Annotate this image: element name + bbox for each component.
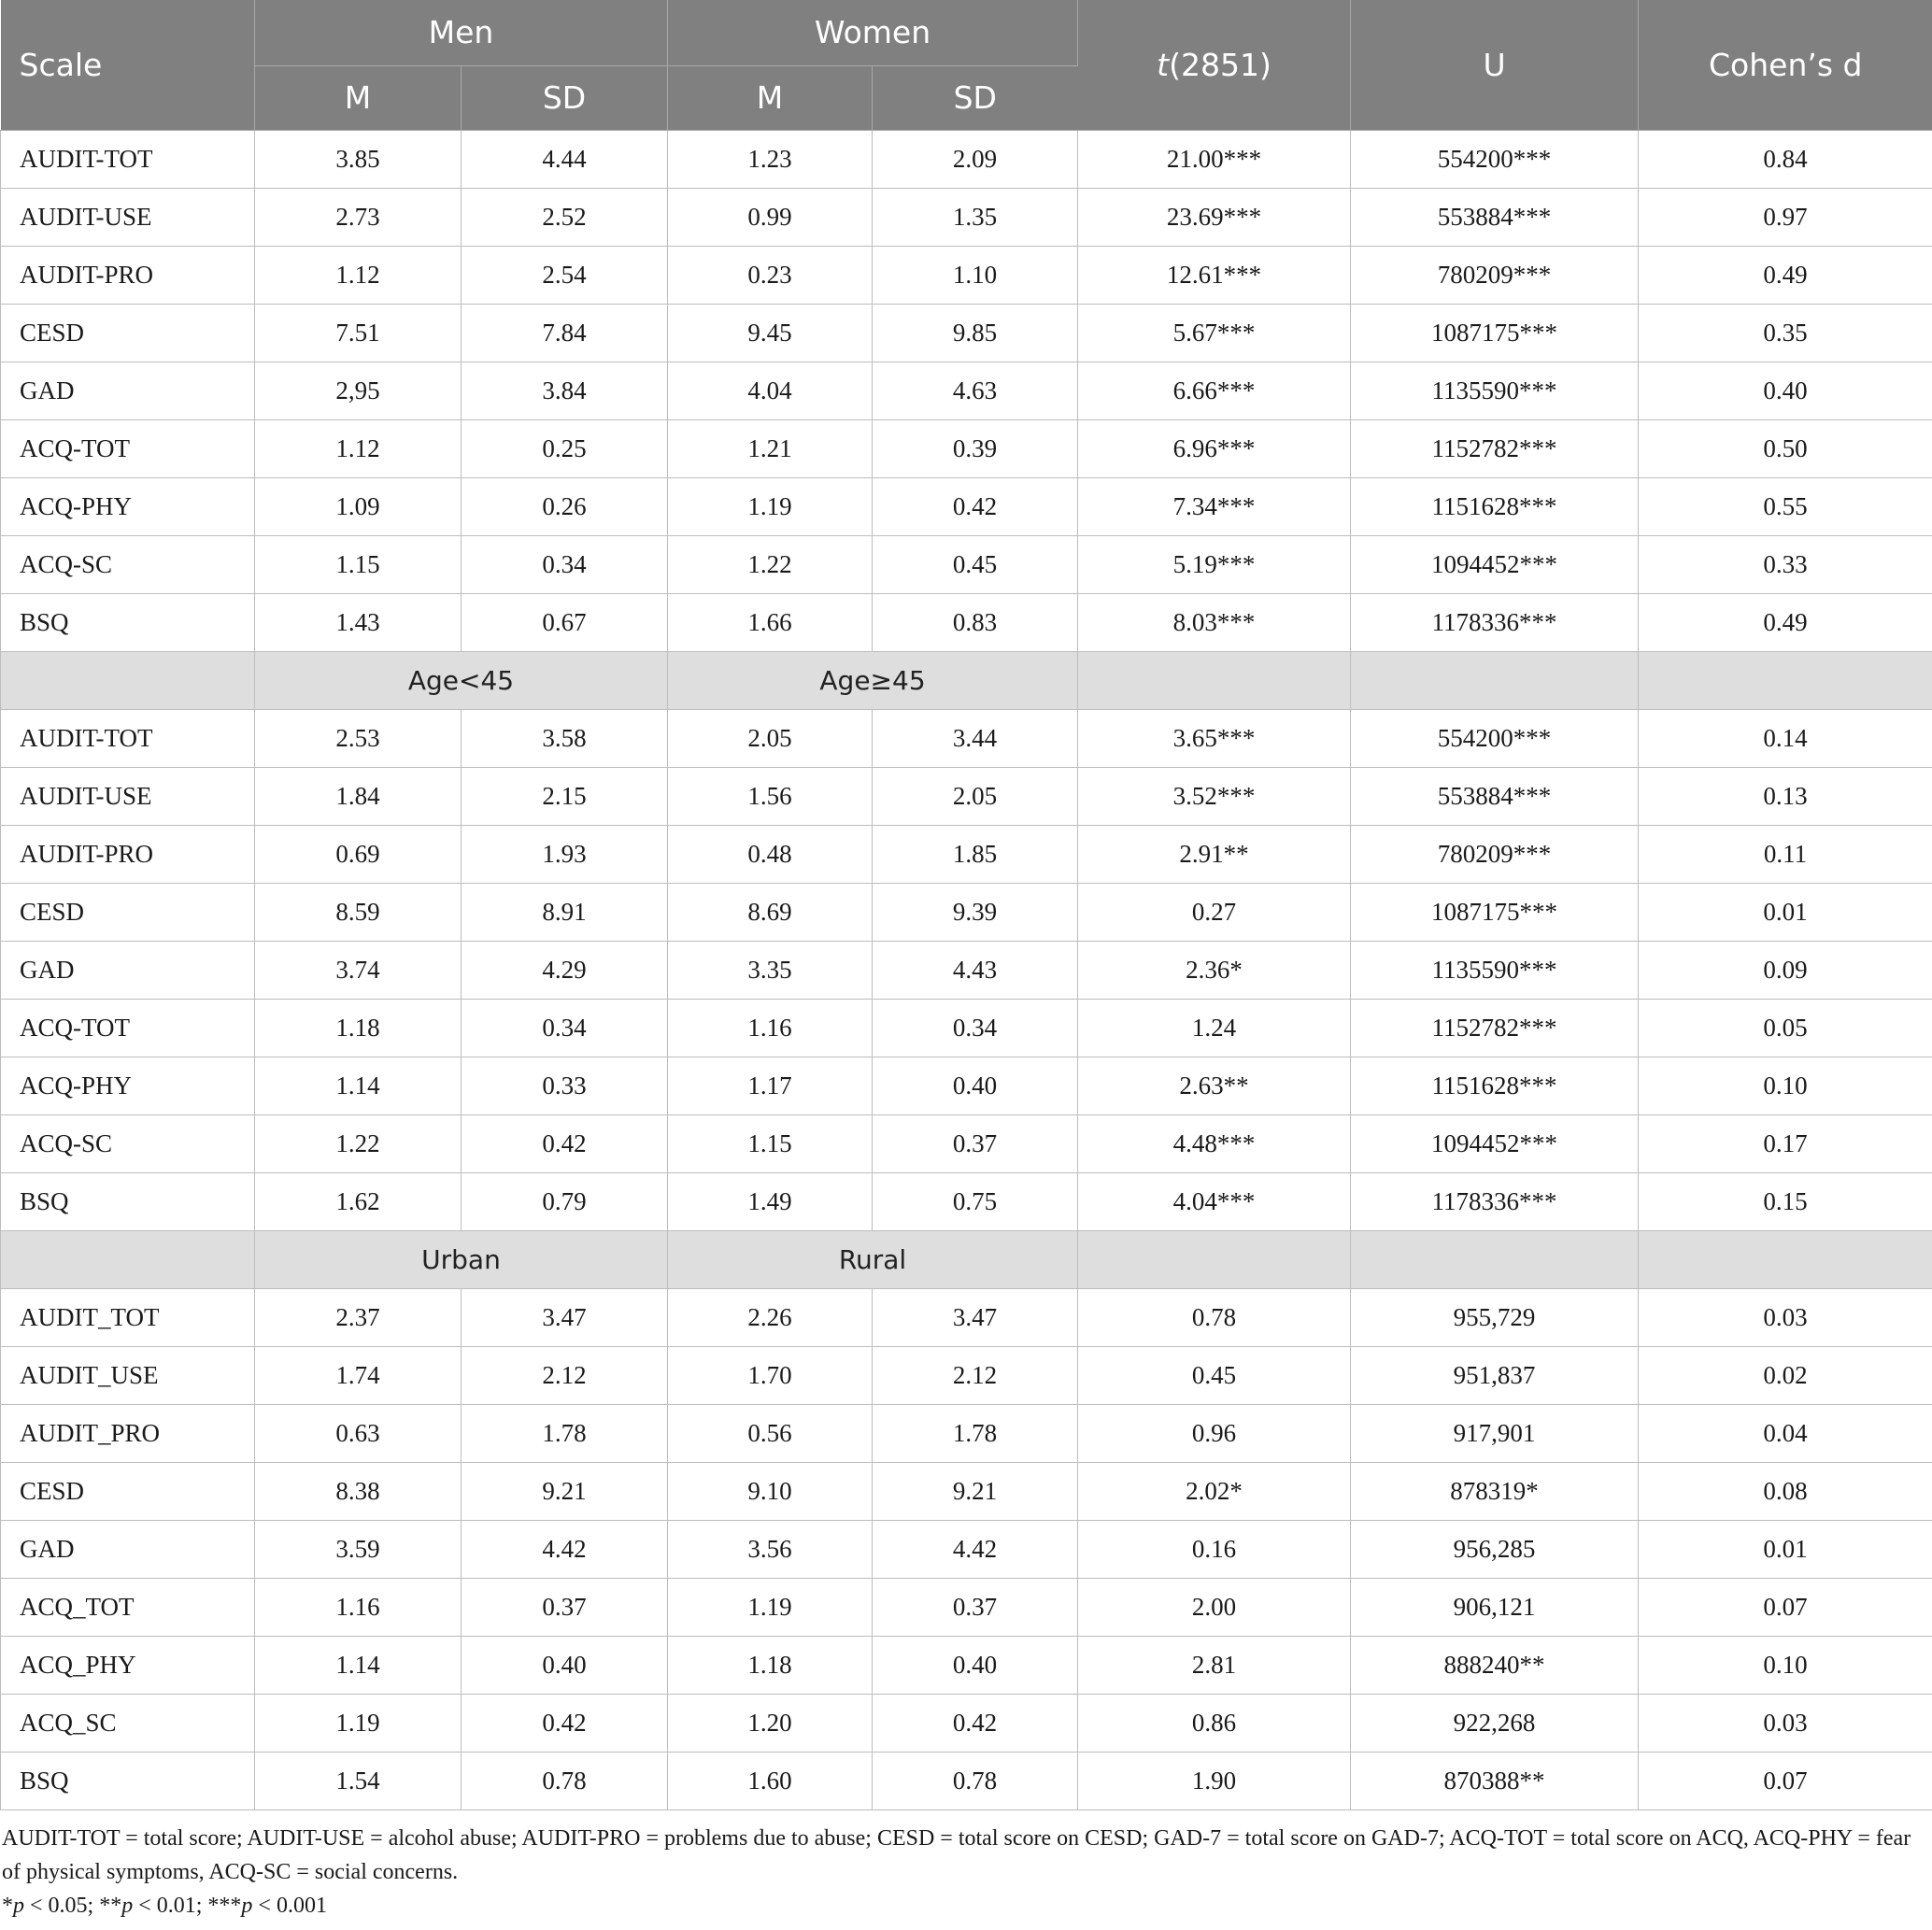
row-group1-sd: 8.91 [462, 883, 668, 941]
table-header [1, 0, 1932, 130]
header-scale: Scale [1, 0, 255, 130]
table-row [1, 1520, 1932, 1578]
row-group1-sd: 0.26 [462, 477, 668, 535]
row-group2-m: 1.19 [668, 477, 873, 535]
table-row [1, 1694, 1932, 1752]
row-cohens-d: 0.04 [1639, 1404, 1932, 1462]
row-t-value: 5.19*** [1078, 535, 1351, 593]
table-row [1, 767, 1932, 825]
header-women-sd: SD [873, 65, 1078, 130]
sig-val-3: < 0.001 [252, 1894, 327, 1918]
row-group1-m: 1.14 [255, 1636, 462, 1694]
row-cohens-d: 0.84 [1639, 130, 1932, 188]
row-group1-sd: 4.44 [462, 130, 668, 188]
row-scale: ACQ-TOT [1, 419, 255, 477]
sig-star-1: * [2, 1894, 13, 1918]
row-t-value: 0.45 [1078, 1346, 1351, 1404]
row-cohens-d: 0.01 [1639, 1520, 1932, 1578]
sig-star-3: *** [207, 1894, 242, 1918]
row-group2-m: 0.99 [668, 188, 873, 246]
row-group2-sd: 0.39 [873, 419, 1078, 477]
row-u-value: 888240** [1351, 1636, 1639, 1694]
row-scale: AUDIT_TOT [1, 1288, 255, 1346]
row-cohens-d: 0.17 [1639, 1114, 1932, 1172]
row-t-value: 5.67*** [1078, 304, 1351, 362]
table-row [1, 188, 1932, 246]
row-group1-sd: 2.12 [462, 1346, 668, 1404]
row-group2-m: 1.21 [668, 419, 873, 477]
row-u-value: 1151628*** [1351, 477, 1639, 535]
subheader-group1: Urban [255, 1230, 668, 1288]
row-cohens-d: 0.05 [1639, 999, 1932, 1057]
row-cohens-d: 0.14 [1639, 709, 1932, 767]
row-group1-m: 0.63 [255, 1404, 462, 1462]
row-cohens-d: 0.15 [1639, 1172, 1932, 1230]
row-scale: AUDIT-TOT [1, 130, 255, 188]
subheader-blank [1078, 651, 1351, 709]
row-scale: AUDIT_PRO [1, 1404, 255, 1462]
row-cohens-d: 0.55 [1639, 477, 1932, 535]
row-u-value: 1094452*** [1351, 1114, 1639, 1172]
row-scale: AUDIT-USE [1, 188, 255, 246]
subheader-blank [1078, 1230, 1351, 1288]
header-t-df: (2851) [1169, 46, 1271, 83]
row-scale: ACQ-TOT [1, 999, 255, 1057]
row-scale: AUDIT-USE [1, 767, 255, 825]
row-cohens-d: 0.49 [1639, 593, 1932, 651]
row-scale: ACQ_SC [1, 1694, 255, 1752]
row-group2-sd: 9.85 [873, 304, 1078, 362]
row-group1-sd: 7.84 [462, 304, 668, 362]
row-group1-sd: 1.93 [462, 825, 668, 883]
row-group1-m: 1.15 [255, 535, 462, 593]
row-group1-sd: 0.34 [462, 535, 668, 593]
row-cohens-d: 0.03 [1639, 1288, 1932, 1346]
table-row [1, 304, 1932, 362]
row-cohens-d: 0.10 [1639, 1057, 1932, 1114]
row-group1-m: 1.84 [255, 767, 462, 825]
row-u-value: 1178336*** [1351, 593, 1639, 651]
row-cohens-d: 0.10 [1639, 1636, 1932, 1694]
row-group1-sd: 2.52 [462, 188, 668, 246]
row-scale: GAD [1, 362, 255, 419]
subheader-blank [1351, 651, 1639, 709]
row-group1-m: 1.62 [255, 1172, 462, 1230]
table-row [1, 362, 1932, 419]
row-group2-m: 1.17 [668, 1057, 873, 1114]
row-cohens-d: 0.33 [1639, 535, 1932, 593]
row-group1-m: 1.09 [255, 477, 462, 535]
table-row [1, 1636, 1932, 1694]
row-group2-m: 3.35 [668, 941, 873, 999]
table-row [1, 709, 1932, 767]
row-group2-sd: 0.78 [873, 1752, 1078, 1809]
row-group2-sd: 0.37 [873, 1578, 1078, 1636]
row-u-value: 780209*** [1351, 825, 1639, 883]
row-group2-m: 9.45 [668, 304, 873, 362]
row-group1-m: 3.85 [255, 130, 462, 188]
row-group2-sd: 1.85 [873, 825, 1078, 883]
row-t-value: 0.78 [1078, 1288, 1351, 1346]
row-u-value: 554200*** [1351, 130, 1639, 188]
row-group2-m: 1.18 [668, 1636, 873, 1694]
row-group1-m: 1.22 [255, 1114, 462, 1172]
row-group1-sd: 3.47 [462, 1288, 668, 1346]
header-men: Men [255, 0, 668, 65]
row-u-value: 917,901 [1351, 1404, 1639, 1462]
row-cohens-d: 0.03 [1639, 1694, 1932, 1752]
row-group2-m: 1.56 [668, 767, 873, 825]
sig-star-2: ** [99, 1894, 122, 1918]
table-row [1, 535, 1932, 593]
row-group2-m: 1.49 [668, 1172, 873, 1230]
row-t-value: 21.00*** [1078, 130, 1351, 188]
row-scale: BSQ [1, 593, 255, 651]
row-cohens-d: 0.35 [1639, 304, 1932, 362]
row-group1-m: 1.14 [255, 1057, 462, 1114]
row-t-value: 8.03*** [1078, 593, 1351, 651]
row-cohens-d: 0.11 [1639, 825, 1932, 883]
row-cohens-d: 0.08 [1639, 1462, 1932, 1520]
header-u: U [1351, 0, 1639, 130]
subheader-blank [1, 651, 255, 709]
table-body [1, 130, 1932, 1809]
row-cohens-d: 0.13 [1639, 767, 1932, 825]
row-cohens-d: 0.97 [1639, 188, 1932, 246]
row-group1-sd: 0.37 [462, 1578, 668, 1636]
row-t-value: 2.91** [1078, 825, 1351, 883]
row-group1-m: 2.53 [255, 709, 462, 767]
row-scale: CESD [1, 304, 255, 362]
subheader-group1: Age<45 [255, 651, 668, 709]
row-u-value: 1135590*** [1351, 362, 1639, 419]
row-group1-m: 1.12 [255, 246, 462, 304]
header-men-m: M [255, 65, 462, 130]
row-scale: ACQ-SC [1, 1114, 255, 1172]
row-scale: CESD [1, 1462, 255, 1520]
row-scale: BSQ [1, 1752, 255, 1809]
table-row [1, 1057, 1932, 1114]
row-group2-sd: 9.39 [873, 883, 1078, 941]
row-group2-m: 0.56 [668, 1404, 873, 1462]
row-t-value: 4.48*** [1078, 1114, 1351, 1172]
row-group2-m: 2.05 [668, 709, 873, 767]
row-t-value: 0.16 [1078, 1520, 1351, 1578]
row-u-value: 951,837 [1351, 1346, 1639, 1404]
table-row [1, 130, 1932, 188]
row-group2-m: 1.70 [668, 1346, 873, 1404]
table-row [1, 419, 1932, 477]
row-group1-sd: 0.67 [462, 593, 668, 651]
table-row [1, 1346, 1932, 1404]
row-scale: AUDIT_USE [1, 1346, 255, 1404]
table-row [1, 825, 1932, 883]
row-group2-m: 1.66 [668, 593, 873, 651]
table-row [1, 999, 1932, 1057]
row-group1-m: 2.73 [255, 188, 462, 246]
row-group2-m: 9.10 [668, 1462, 873, 1520]
row-group2-sd: 1.35 [873, 188, 1078, 246]
row-t-value: 0.86 [1078, 1694, 1351, 1752]
row-group1-sd: 3.58 [462, 709, 668, 767]
row-group1-sd: 0.40 [462, 1636, 668, 1694]
table-notes [2, 1822, 1926, 1923]
abbreviations-note: AUDIT-TOT = total score; AUDIT-USE = alcohol abuse; AUDIT-PRO = problems due to abuse; CESD = total score on CESD; GAD-7 = total score on GAD-7; ACQ-TOT = total score on ACQ, ACQ-PHY = fear of physical symptoms, ACQ-SC = social concerns. [2, 1826, 1911, 1884]
row-scale: ACQ-PHY [1, 477, 255, 535]
row-u-value: 1087175*** [1351, 304, 1639, 362]
row-u-value: 1094452*** [1351, 535, 1639, 593]
row-u-value: 906,121 [1351, 1578, 1639, 1636]
table-row [1, 941, 1932, 999]
row-group1-sd: 4.42 [462, 1520, 668, 1578]
row-u-value: 922,268 [1351, 1694, 1639, 1752]
header-women-m: M [668, 65, 873, 130]
row-t-value: 2.36* [1078, 941, 1351, 999]
header-t-statistic [1078, 0, 1351, 130]
row-group2-m: 4.04 [668, 362, 873, 419]
row-t-value: 2.63** [1078, 1057, 1351, 1114]
subheader-blank [1639, 1230, 1932, 1288]
row-group1-sd: 0.79 [462, 1172, 668, 1230]
row-t-value: 2.00 [1078, 1578, 1351, 1636]
row-t-value: 12.61*** [1078, 246, 1351, 304]
row-group1-sd: 0.34 [462, 999, 668, 1057]
row-scale: CESD [1, 883, 255, 941]
row-scale: GAD [1, 1520, 255, 1578]
row-group2-sd: 2.05 [873, 767, 1078, 825]
row-u-value: 553884*** [1351, 188, 1639, 246]
row-group2-sd: 0.42 [873, 477, 1078, 535]
table-row [1, 593, 1932, 651]
row-group1-m: 7.51 [255, 304, 462, 362]
sig-p-2: p [121, 1894, 134, 1918]
row-u-value: 1178336*** [1351, 1172, 1639, 1230]
row-group2-sd: 0.34 [873, 999, 1078, 1057]
row-group2-sd: 0.42 [873, 1694, 1078, 1752]
row-group2-sd: 0.45 [873, 535, 1078, 593]
row-group2-m: 1.20 [668, 1694, 873, 1752]
row-t-value: 4.04*** [1078, 1172, 1351, 1230]
table-row [1, 246, 1932, 304]
table-row [1, 1288, 1932, 1346]
header-t-symbol: t [1157, 46, 1170, 83]
section-subheader [1, 1230, 1932, 1288]
row-group2-sd: 3.47 [873, 1288, 1078, 1346]
row-u-value: 1135590*** [1351, 941, 1639, 999]
row-t-value: 7.34*** [1078, 477, 1351, 535]
row-group2-m: 1.16 [668, 999, 873, 1057]
row-scale: ACQ-PHY [1, 1057, 255, 1114]
row-t-value: 2.02* [1078, 1462, 1351, 1520]
sig-val-1: < 0.05; [24, 1894, 100, 1918]
row-group2-m: 1.19 [668, 1578, 873, 1636]
row-t-value: 0.27 [1078, 883, 1351, 941]
row-group2-m: 0.23 [668, 246, 873, 304]
row-scale: ACQ_PHY [1, 1636, 255, 1694]
row-group1-sd: 0.78 [462, 1752, 668, 1809]
header-men-sd: SD [462, 65, 668, 130]
row-group1-m: 1.74 [255, 1346, 462, 1404]
row-group2-sd: 4.42 [873, 1520, 1078, 1578]
row-t-value: 3.65*** [1078, 709, 1351, 767]
row-t-value: 1.24 [1078, 999, 1351, 1057]
row-group2-sd: 0.40 [873, 1057, 1078, 1114]
row-group2-m: 1.15 [668, 1114, 873, 1172]
subheader-group2: Age≥45 [668, 651, 1078, 709]
row-u-value: 1152782*** [1351, 419, 1639, 477]
row-scale: ACQ_TOT [1, 1578, 255, 1636]
header-cohens-d: Cohen’s d [1639, 0, 1932, 130]
table-row [1, 1752, 1932, 1809]
row-group2-sd: 0.40 [873, 1636, 1078, 1694]
row-u-value: 878319* [1351, 1462, 1639, 1520]
row-group2-sd: 0.75 [873, 1172, 1078, 1230]
row-group1-sd: 0.42 [462, 1114, 668, 1172]
row-group2-m: 8.69 [668, 883, 873, 941]
subheader-group2: Rural [668, 1230, 1078, 1288]
row-group1-sd: 0.25 [462, 419, 668, 477]
significance-note [2, 1889, 1926, 1923]
section-subheader [1, 651, 1932, 709]
row-u-value: 1152782*** [1351, 999, 1639, 1057]
row-group1-sd: 2.54 [462, 246, 668, 304]
row-group1-sd: 9.21 [462, 1462, 668, 1520]
table-row [1, 1172, 1932, 1230]
table-row [1, 477, 1932, 535]
row-group1-m: 1.43 [255, 593, 462, 651]
row-group2-sd: 0.37 [873, 1114, 1078, 1172]
row-cohens-d: 0.02 [1639, 1346, 1932, 1404]
row-group1-m: 1.18 [255, 999, 462, 1057]
row-t-value: 23.69*** [1078, 188, 1351, 246]
table-row [1, 1404, 1932, 1462]
row-t-value: 2.81 [1078, 1636, 1351, 1694]
row-t-value: 6.96*** [1078, 419, 1351, 477]
sig-val-2: < 0.01; [133, 1894, 208, 1918]
table-row [1, 883, 1932, 941]
row-group2-m: 1.23 [668, 130, 873, 188]
row-cohens-d: 0.07 [1639, 1578, 1932, 1636]
table-row [1, 1462, 1932, 1520]
row-group2-sd: 4.43 [873, 941, 1078, 999]
row-group1-m: 1.19 [255, 1694, 462, 1752]
row-group2-sd: 1.10 [873, 246, 1078, 304]
row-group1-sd: 0.42 [462, 1694, 668, 1752]
row-t-value: 1.90 [1078, 1752, 1351, 1809]
row-cohens-d: 0.09 [1639, 941, 1932, 999]
table-row [1, 1578, 1932, 1636]
row-group2-m: 1.22 [668, 535, 873, 593]
row-u-value: 870388** [1351, 1752, 1639, 1809]
row-group1-m: 0.69 [255, 825, 462, 883]
row-group2-m: 1.60 [668, 1752, 873, 1809]
row-cohens-d: 0.07 [1639, 1752, 1932, 1809]
row-scale: ACQ-SC [1, 535, 255, 593]
row-u-value: 1151628*** [1351, 1057, 1639, 1114]
row-scale: AUDIT-TOT [1, 709, 255, 767]
table-row [1, 1114, 1932, 1172]
row-scale: BSQ [1, 1172, 255, 1230]
row-group2-sd: 0.83 [873, 593, 1078, 651]
row-u-value: 956,285 [1351, 1520, 1639, 1578]
row-group1-m: 8.59 [255, 883, 462, 941]
row-cohens-d: 0.50 [1639, 419, 1932, 477]
row-group1-sd: 3.84 [462, 362, 668, 419]
row-group2-sd: 9.21 [873, 1462, 1078, 1520]
sig-p-3: p [241, 1894, 253, 1918]
row-group1-m: 3.74 [255, 941, 462, 999]
header-row-1 [1, 0, 1932, 65]
row-group1-sd: 0.33 [462, 1057, 668, 1114]
row-group2-sd: 3.44 [873, 709, 1078, 767]
row-group1-m: 2.37 [255, 1288, 462, 1346]
row-t-value: 0.96 [1078, 1404, 1351, 1462]
row-group1-m: 3.59 [255, 1520, 462, 1578]
row-u-value: 1087175*** [1351, 883, 1639, 941]
row-group1-sd: 4.29 [462, 941, 668, 999]
row-group2-sd: 2.12 [873, 1346, 1078, 1404]
row-group2-m: 3.56 [668, 1520, 873, 1578]
row-group2-m: 0.48 [668, 825, 873, 883]
row-group2-sd: 4.63 [873, 362, 1078, 419]
row-scale: AUDIT-PRO [1, 246, 255, 304]
row-t-value: 3.52*** [1078, 767, 1351, 825]
row-group1-m: 1.12 [255, 419, 462, 477]
sig-p-1: p [13, 1894, 24, 1918]
subheader-blank [1639, 651, 1932, 709]
row-group1-m: 2,95 [255, 362, 462, 419]
header-women: Women [668, 0, 1078, 65]
row-cohens-d: 0.01 [1639, 883, 1932, 941]
subheader-blank [1, 1230, 255, 1288]
row-group1-m: 1.16 [255, 1578, 462, 1636]
row-scale: AUDIT-PRO [1, 825, 255, 883]
row-u-value: 780209*** [1351, 246, 1639, 304]
row-t-value: 6.66*** [1078, 362, 1351, 419]
row-group1-m: 8.38 [255, 1462, 462, 1520]
row-group1-m: 1.54 [255, 1752, 462, 1809]
row-u-value: 554200*** [1351, 709, 1639, 767]
subheader-blank [1351, 1230, 1639, 1288]
row-group1-sd: 2.15 [462, 767, 668, 825]
row-group2-sd: 2.09 [873, 130, 1078, 188]
row-cohens-d: 0.49 [1639, 246, 1932, 304]
row-u-value: 553884*** [1351, 767, 1639, 825]
row-group2-sd: 1.78 [873, 1404, 1078, 1462]
row-group1-sd: 1.78 [462, 1404, 668, 1462]
row-scale: GAD [1, 941, 255, 999]
row-u-value: 955,729 [1351, 1288, 1639, 1346]
row-group2-m: 2.26 [668, 1288, 873, 1346]
row-cohens-d: 0.40 [1639, 362, 1932, 419]
